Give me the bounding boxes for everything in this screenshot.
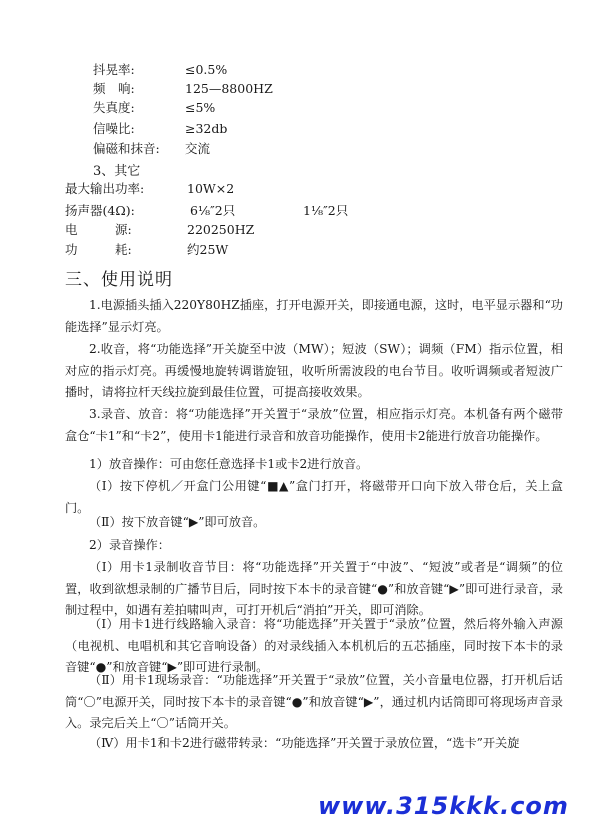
spec-label: 抖晃率: (93, 62, 135, 77)
spec-value: ≥32db (185, 121, 228, 136)
paragraph-record-live: （Ⅱ）用卡1现场录音：“功能选择”开关置于“录放”位置，关小音量电位器，打开机后话筒“〇”电源开关，同时按下本卡的录音键“●”和放音键“▶”，通过机内话筒即可将现场声音录入。录完后关上“〇”话筒开关。 (65, 673, 563, 730)
spec-value: 交流 (185, 141, 211, 156)
paragraph-record-play: 3.录音、放音：将“功能选择”开关置于“录放”位置，相应指示灯亮。本机备有两个磁带盒仓“卡1”和“卡2”，使用卡1能进行录音和放音功能操作，使用卡2能进行放音功能操作。 (65, 407, 563, 443)
paragraph-play-step1: （Ⅰ）按下停机／开盒门公用键“■▲”盒门打开，将磁带开口向下放入带仓后，关上盒门。 (65, 479, 563, 515)
paragraph-power: 1.电源插头插入220Y80HZ插座，打开电源开关，即接通电源，这时，电平显示器和“功能选择”显示灯亮。 (65, 298, 563, 334)
spec-value: 6⅛″2只 (190, 203, 236, 218)
spec-value: ≤0.5% (185, 62, 228, 77)
spec-label: 偏磁和抹音: (93, 141, 160, 156)
spec-value: 10W×2 (187, 181, 235, 196)
spec-label: 失真度: (93, 100, 135, 115)
paragraph-record-radio: （Ⅰ）用卡1录制收音节目：将“功能选择”开关置于“中波”、“短波”或者是“调频”的位置，收到欲想录制的广播节目后，同时按下本卡的录音键“●”和放音键“▶”即可进行录音，录制过程中，如遇有差拍啸叫声，可打开机后“消拍”开关，即可消除。 (65, 560, 563, 617)
spec-value: 125—8800HZ (185, 81, 273, 96)
paragraph-play-op: 1）放音操作：可由您任意选择卡1或卡2进行放音。 (89, 457, 369, 471)
spec-value: 220250HZ (187, 222, 255, 237)
paragraph-record-op: 2）录音操作： (89, 538, 170, 552)
spec-value-secondary: 1⅛″2只 (303, 203, 349, 218)
paragraph-dub: （Ⅳ）用卡1和卡2进行磁带转录：“功能选择”开关置于录放位置，“选卡”开关旋 (89, 736, 520, 750)
spec-label: 电 源: (65, 222, 132, 237)
spec-label: 最大输出功率: (65, 181, 145, 196)
spec-value: ≤5% (185, 100, 216, 115)
paragraph-record-line: （Ⅰ）用卡1进行线路输入录音：将“功能选择”开关置于“录放”位置，然后将外输入声源（电视机、电唱机和其它音响设备）的对录线插入本机机后的五芯插座，同时按下本卡的录音键“●”和放音键“▶”即可进行录制。 (65, 617, 563, 674)
paragraph-play-step2: （Ⅱ）按下放音键“▶”即可放音。 (89, 515, 266, 529)
spec-label: 功 耗: (65, 242, 132, 257)
spec-label: 扬声器(4Ω): (65, 203, 135, 218)
spec-label: 频 响: (93, 81, 135, 96)
spec-label: 信噪比: (93, 121, 135, 136)
spec-value: 约25W (187, 242, 229, 257)
watermark-logo: www.315kkk.com (318, 792, 569, 820)
other-heading: 3、其它 (93, 164, 141, 179)
paragraph-radio: 2.收音，将“功能选择”开关旋至中波（MW）；短波（SW）；调频（FM）指示位置，相对应的指示灯亮。再缓慢地旋转调谐旋钮，收听所需波段的电台节目。收听调频或者短波广播时，请将拉杆天线拉旋到最佳位置，可提高接收效果。 (65, 342, 563, 399)
section-heading: 三、使用说明 (65, 270, 173, 290)
